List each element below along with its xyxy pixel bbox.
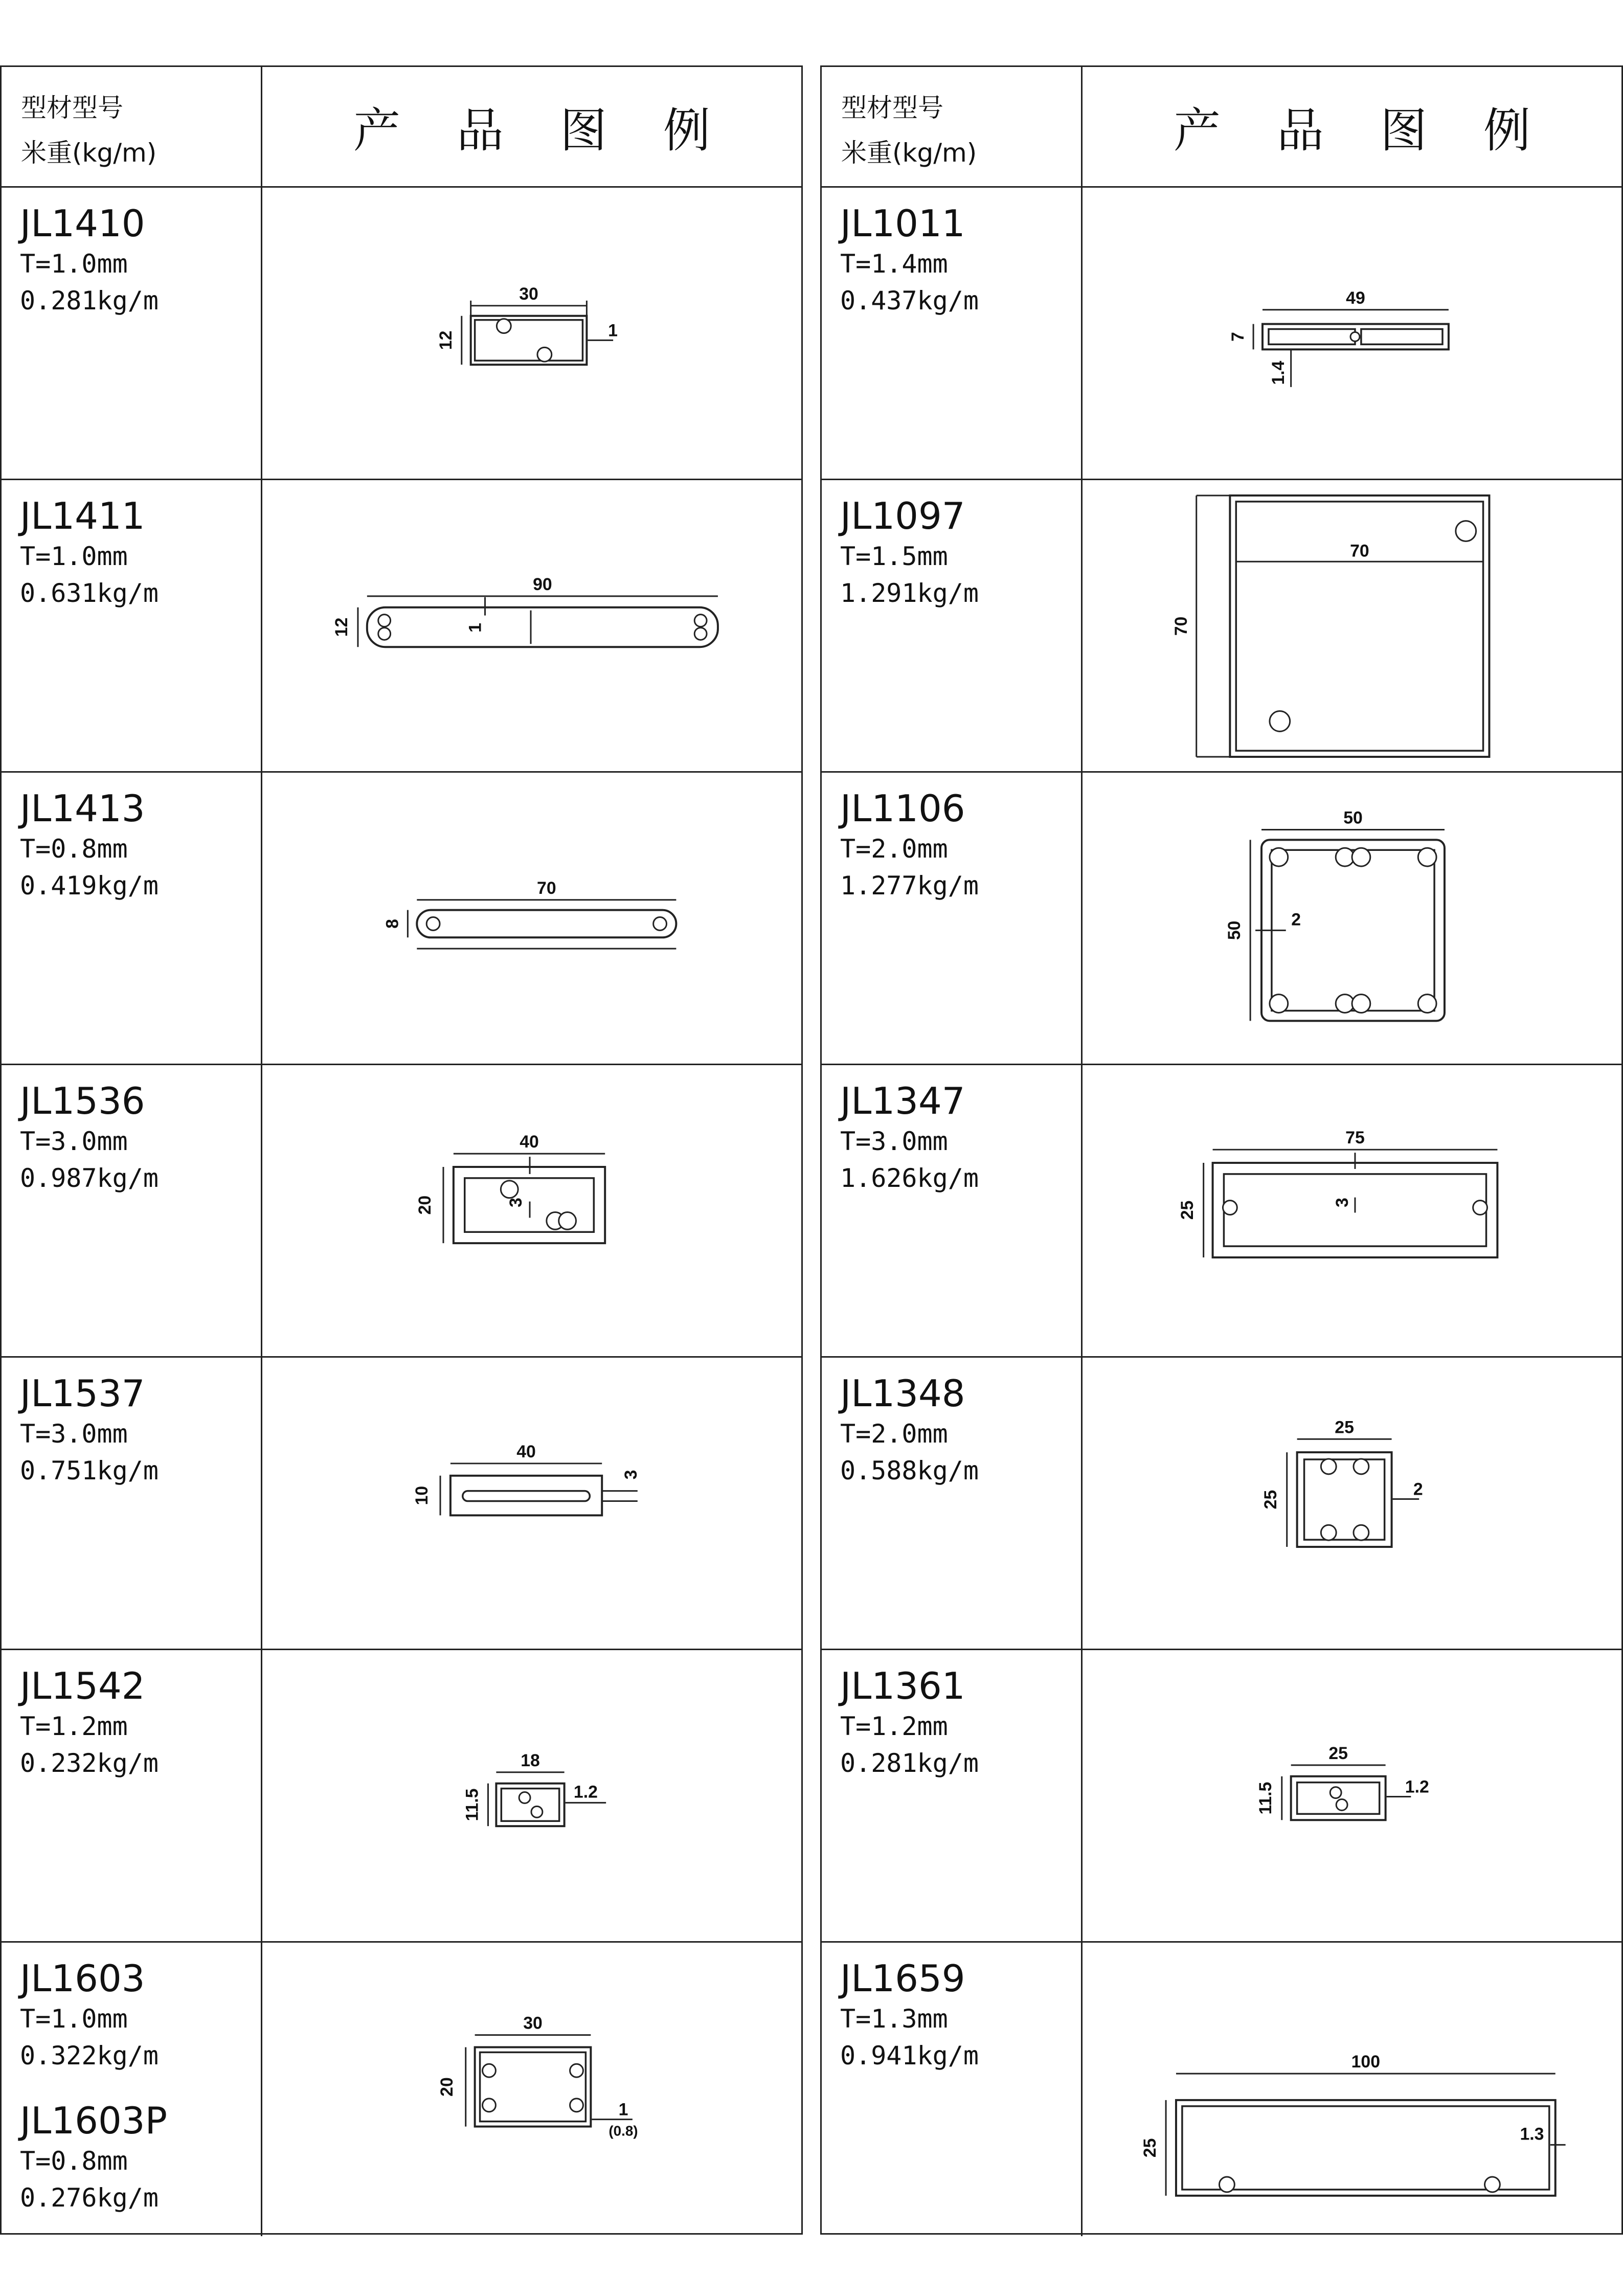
product-row — [822, 1358, 1621, 1650]
product-info — [822, 1943, 1083, 2236]
dim-thickness: 1.2 — [1405, 1777, 1429, 1797]
product-weight: 0.281kg/m — [20, 286, 159, 316]
product-info — [2, 1358, 262, 1649]
product-code: JL1542 — [20, 1664, 145, 1707]
product-weight: 0.588kg/m — [840, 1456, 979, 1485]
product-info — [822, 773, 1083, 1064]
product-info — [822, 480, 1083, 771]
dim-width: 70 — [1350, 541, 1369, 561]
profile-drawing-jl1106 — [1083, 773, 1621, 1064]
product-row — [2, 1650, 801, 1943]
product-row — [2, 773, 801, 1065]
dim-width: 90 — [533, 574, 552, 594]
product-weight: 0.437kg/m — [840, 286, 979, 316]
dim-width: 40 — [516, 1442, 536, 1462]
profile-drawing-jl1097 — [1083, 480, 1621, 771]
product-thickness: T=2.0mm — [840, 834, 948, 864]
product-weight: 1.277kg/m — [840, 871, 979, 901]
product-weight: 0.631kg/m — [20, 578, 159, 608]
product-thickness: T=0.8mm — [20, 834, 128, 864]
product-drawing — [262, 1065, 801, 1356]
profile-drawing-jl1348 — [1083, 1358, 1621, 1649]
product-info — [822, 1358, 1083, 1649]
product-drawing — [1083, 1065, 1621, 1356]
product-weight: 0.751kg/m — [20, 1456, 159, 1485]
product-drawing — [1083, 1650, 1621, 1941]
profile-drawing-jl1411 — [262, 480, 801, 771]
product-drawing — [262, 1650, 801, 1941]
profile-drawing-jl1413 — [262, 773, 801, 1064]
product-row — [2, 480, 801, 773]
dim-height: 12 — [436, 330, 456, 350]
product-thickness: T=1.5mm — [840, 542, 948, 571]
dim-width: 100 — [1351, 2052, 1381, 2072]
dim-thickness: 1.3 — [1520, 2124, 1544, 2144]
profile-drawing-jl1542 — [262, 1650, 801, 1941]
product-row — [822, 773, 1621, 1065]
dim-thickness: 3 — [1333, 1198, 1352, 1207]
dim-width: 49 — [1346, 288, 1365, 308]
product-row — [2, 188, 801, 480]
dim-width: 75 — [1345, 1128, 1365, 1148]
product-code: JL1659 — [840, 1957, 965, 2000]
product-thickness: T=3.0mm — [840, 1127, 948, 1156]
product-code: JL1413 — [20, 787, 145, 830]
product-code: JL1097 — [840, 494, 965, 537]
product-drawing — [262, 188, 801, 479]
product-code: JL1411 — [20, 494, 145, 537]
product-code: JL1347 — [840, 1079, 965, 1122]
product-drawing — [1083, 1943, 1621, 2236]
header-diagram-cell — [1083, 67, 1621, 186]
dim-height: 50 — [1225, 920, 1245, 940]
dim-height: 20 — [437, 2077, 457, 2097]
product-code: JL1603 — [20, 1957, 145, 2000]
table-header — [822, 67, 1621, 188]
product-drawing — [262, 1943, 801, 2236]
product-drawing — [1083, 188, 1621, 479]
dim-height: 25 — [1260, 1490, 1280, 1510]
product-code: JL1410 — [20, 202, 145, 245]
product-thickness: T=1.2mm — [20, 1712, 128, 1741]
dim-thickness: 2 — [1291, 910, 1301, 930]
product-row — [822, 188, 1621, 480]
profile-drawing-jl1659 — [1083, 1943, 1621, 2236]
product-weight: 0.322kg/m — [20, 2041, 159, 2070]
dim-thickness: 1 — [465, 623, 485, 633]
product-row — [822, 1943, 1621, 2236]
product-code: JL1361 — [840, 1664, 965, 1707]
product-weight: 0.419kg/m — [20, 871, 159, 901]
product-info — [2, 1943, 262, 2236]
dim-height: 12 — [332, 617, 352, 637]
product-weight: 0.281kg/m — [840, 1748, 979, 1778]
header-weight-label: 米重(kg/m) — [21, 138, 157, 168]
header-diagram-title: 产品图例 — [1173, 103, 1587, 158]
product-weight: 1.626kg/m — [840, 1163, 979, 1193]
product-info — [2, 480, 262, 771]
product-weight: 1.291kg/m — [840, 578, 979, 608]
dim-thickness: 1 — [618, 2100, 628, 2120]
product-row — [822, 480, 1621, 773]
product-thickness: T=1.0mm — [20, 2004, 128, 2034]
dim-thickness: 3 — [621, 1470, 641, 1480]
profile-drawing-jl1603 — [262, 1943, 801, 2236]
dim-height: 7 — [1228, 332, 1248, 342]
dim-thickness-variant: (0.8) — [608, 2123, 638, 2139]
product-thickness: T=3.0mm — [20, 1127, 128, 1156]
product-info — [822, 1650, 1083, 1941]
product-thickness: T=1.0mm — [20, 542, 128, 571]
product-drawing — [262, 773, 801, 1064]
product-drawing — [262, 480, 801, 771]
profile-drawing-jl1536 — [262, 1065, 801, 1356]
dim-height: 11.5 — [1255, 1782, 1275, 1815]
dim-height: 25 — [1177, 1200, 1197, 1220]
dim-height: 25 — [1140, 2138, 1160, 2158]
dim-thickness: 3 — [506, 1198, 526, 1207]
product-thickness: T=1.3mm — [840, 2004, 948, 2034]
dim-width: 25 — [1328, 1743, 1348, 1763]
dim-height: 8 — [382, 919, 402, 929]
catalog-table-left — [0, 65, 803, 2235]
profile-drawing-jl1347 — [1083, 1065, 1621, 1356]
product-code: JL1537 — [20, 1372, 145, 1415]
product-info — [2, 1650, 262, 1941]
dim-height: 20 — [415, 1195, 435, 1215]
profile-drawing-jl1410 — [262, 188, 801, 479]
dim-thickness: 1.4 — [1268, 361, 1288, 385]
dim-width: 50 — [1343, 808, 1363, 828]
product-drawing — [1083, 480, 1621, 771]
product-thickness: T=1.2mm — [840, 1712, 948, 1741]
header-info-cell — [822, 67, 1083, 186]
dim-width: 25 — [1335, 1417, 1354, 1437]
product-code: JL1011 — [840, 202, 965, 245]
product-code-variant: JL1603P — [20, 2099, 167, 2142]
product-thickness: T=1.4mm — [840, 249, 948, 279]
dim-height: 11.5 — [462, 1788, 482, 1821]
product-drawing — [1083, 773, 1621, 1064]
header-diagram-title: 产品图例 — [353, 103, 767, 158]
dim-width: 70 — [537, 878, 556, 898]
table-header — [2, 67, 801, 188]
product-info — [822, 1065, 1083, 1356]
dim-width: 40 — [520, 1132, 539, 1152]
product-weight: 0.232kg/m — [20, 1748, 159, 1778]
dim-thickness: 2 — [1413, 1479, 1423, 1499]
product-row — [822, 1065, 1621, 1358]
product-code: JL1106 — [840, 787, 965, 830]
profile-drawing-jl1537 — [262, 1358, 801, 1649]
header-weight-label: 米重(kg/m) — [841, 138, 977, 168]
product-drawing — [262, 1358, 801, 1649]
header-model-label: 型材型号 — [841, 93, 943, 123]
dim-height: 70 — [1171, 616, 1191, 636]
product-weight-variant: 0.276kg/m — [20, 2183, 159, 2213]
header-info-cell — [2, 67, 262, 186]
dim-height: 10 — [412, 1485, 432, 1505]
product-drawing — [1083, 1358, 1621, 1649]
product-info — [2, 773, 262, 1064]
product-row — [2, 1065, 801, 1358]
dim-width: 30 — [519, 284, 538, 304]
header-model-label: 型材型号 — [21, 93, 123, 123]
product-thickness: T=2.0mm — [840, 1419, 948, 1449]
catalog-table-right — [820, 65, 1623, 2235]
product-info — [2, 1065, 262, 1356]
product-row — [2, 1943, 801, 2236]
profile-drawing-jl1011 — [1083, 188, 1621, 479]
product-row — [2, 1358, 801, 1650]
dim-width: 18 — [521, 1750, 540, 1770]
product-weight: 0.941kg/m — [840, 2041, 979, 2070]
product-info — [822, 188, 1083, 479]
product-thickness-variant: T=0.8mm — [20, 2146, 128, 2176]
product-weight: 0.987kg/m — [20, 1163, 159, 1193]
dim-thickness: 1.2 — [573, 1782, 598, 1802]
product-thickness: T=3.0mm — [20, 1419, 128, 1449]
product-thickness: T=1.0mm — [20, 249, 128, 279]
product-info — [2, 188, 262, 479]
product-code: JL1536 — [20, 1079, 145, 1122]
dim-width: 30 — [523, 2013, 543, 2033]
dim-thickness: 1 — [608, 321, 618, 341]
product-row — [822, 1650, 1621, 1943]
profile-drawing-jl1361 — [1083, 1650, 1621, 1941]
product-code: JL1348 — [840, 1372, 965, 1415]
header-diagram-cell — [262, 67, 801, 186]
